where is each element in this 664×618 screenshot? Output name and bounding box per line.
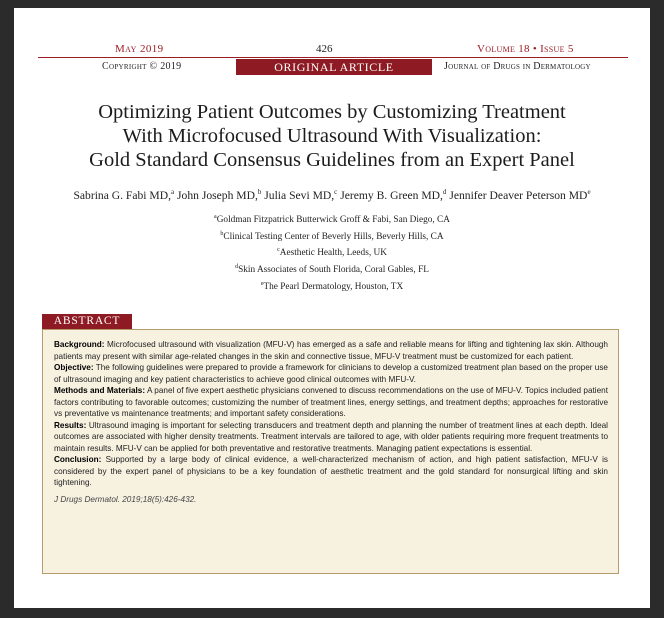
abstract-paragraph: Results: Ultrasound imaging is important for selecting transducers and treatment depth and planning the number of treatment lines at each depth. Ideal outcomes are associated with higher density treatments. Treatment intervals are tailored to age, with older patients requiring more frequent treatments to maintain results. MFU-V can be applied for both preventative and restorative treatments. Managing patient expectations is essential. — [54, 420, 608, 453]
author-name: Julia Sevi MD, — [264, 188, 335, 202]
affiliation-list — [14, 211, 650, 294]
author-name: John Joseph MD, — [177, 188, 258, 202]
author-name: Jeremy B. Green MD, — [340, 188, 443, 202]
abstract-label: Conclusion: — [54, 455, 102, 464]
abstract-label: Results: — [54, 420, 87, 430]
author-name: Sabrina G. Fabi MD, — [73, 188, 172, 202]
affiliation: $^d$Skin Associates of South Florida, Coral Gables, FL — [235, 264, 429, 276]
author-name: Jennifer Deaver Peterson MD — [449, 188, 588, 202]
article-title — [24, 100, 640, 172]
affiliation: $^a$Goldman Fitzpatrick Butterwick Groff & Fabi, San Diego, CA — [214, 214, 450, 226]
copyright: Copyright © 2019 — [102, 61, 182, 72]
header-rule — [38, 57, 628, 58]
abstract-heading: ABSTRACT — [42, 314, 132, 329]
abstract-paragraph: Objective: The following guidelines were prepared to provide a framework for clinicians to develop a customized treatment plan based on the proper use of ultrasound imaging and key patient characteristics to achieve good clinical outcomes with MFU-V. — [54, 363, 608, 384]
citation: J Drugs Dermatol. 2019;18(5):426-432. — [54, 494, 197, 504]
title-line: Optimizing Patient Outcomes by Customizing Treatment — [98, 101, 566, 123]
article-page — [14, 8, 650, 608]
affiliation: $^e$The Pearl Dermatology, Houston, TX — [260, 280, 404, 292]
affiliation: $^b$Clinical Testing Center of Beverly Hills, Beverly Hills, CA — [220, 230, 444, 242]
page-number: 426 — [316, 43, 333, 55]
abstract-box — [42, 329, 619, 574]
journal-name: Journal of Drugs in Dermatology — [444, 61, 591, 72]
author-affil-mark: c — [334, 188, 338, 196]
abstract-paragraph: Background: Microfocused ultrasound with visualization (MFU-V) has emerged as a safe and reliable means for lifting and tightening lax skin. Although patients may present with similar age-related changes in the skin and connective tissue, MFU-V treatment must be customized for each patient. — [54, 340, 608, 361]
author-affil-mark: b — [257, 188, 262, 196]
issue-month: May 2019 — [115, 43, 164, 55]
affiliation: $^c$Aesthetic Health, Leeds, UK — [277, 247, 387, 259]
title-line: With Microfocused Ultrasound With Visualization: — [122, 125, 542, 147]
title-line: Gold Standard Consensus Guidelines from an Expert Panel — [89, 149, 575, 171]
abstract-label: Objective: — [54, 363, 94, 372]
author-affil-mark: a — [171, 188, 175, 196]
abstract-label: Methods and Materials: — [54, 386, 146, 395]
article-type-banner: ORIGINAL ARTICLE — [236, 59, 432, 75]
author-affil-mark: e — [587, 188, 591, 196]
abstract-paragraph: Methods and Materials: A panel of five expert aesthetic physicians convened to discuss recommendations on the use of MFU-V. Topics included patient factors contributing to favorable outcomes; customizing the number of treatment lines, energy settings, and treatment depths; approaches for restorative vs preventative vs maintenance treatments; and important safety considerations. — [54, 386, 608, 418]
volume-issue: Volume 18 • Issue 5 — [477, 43, 574, 55]
running-header — [14, 43, 650, 57]
author-list — [14, 188, 650, 202]
abstract-label: Background: — [54, 340, 105, 349]
running-subheader — [14, 59, 650, 75]
author-affil-mark: d — [442, 188, 447, 196]
abstract-paragraph: Conclusion: Supported by a large body of clinical evidence, a well-characterized mechanism of action, and high patient satisfaction, MFU-V is considered by the expert panel of physicians to be a key foundation of aesthetic treatment and the gold standard for nonsurgical lifting and skin tightening. — [54, 455, 608, 487]
